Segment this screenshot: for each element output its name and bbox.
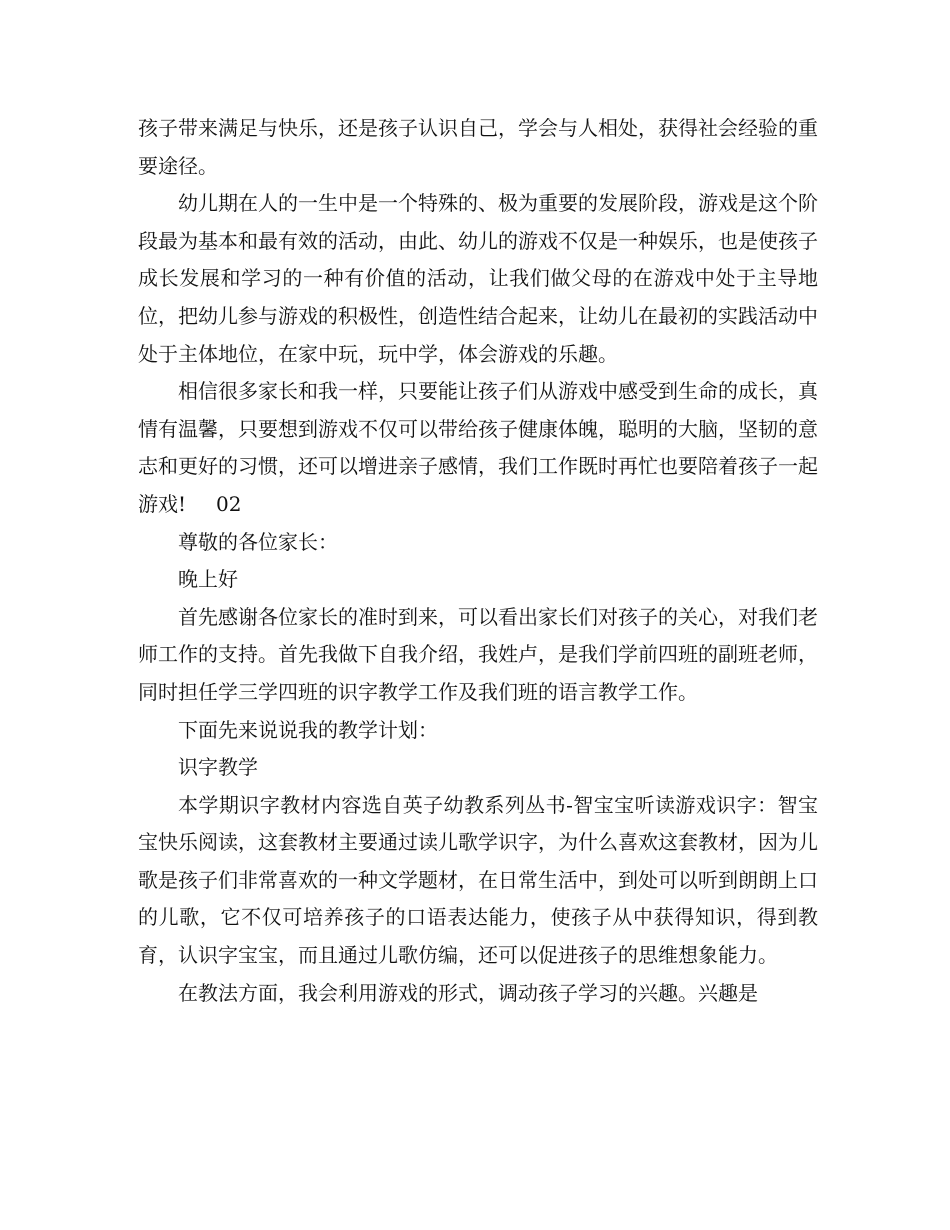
paragraph-continuation xyxy=(138,110,818,185)
paragraph-games-importance xyxy=(138,185,818,373)
paragraph-parents-belief xyxy=(138,373,818,523)
section-marker: 02 xyxy=(216,491,242,516)
paragraph-text: 晚上好 xyxy=(178,567,238,592)
salutation xyxy=(138,524,818,562)
document-body xyxy=(138,110,818,1012)
paragraph-plan-intro xyxy=(138,712,818,750)
greeting xyxy=(138,561,818,599)
paragraph-text: 幼儿期在人的一生中是一个特殊的、极为重要的发展阶段，游戏是这个阶段最为基本和最有效的活动，由此、幼儿的游戏不仅是一种娱乐，也是使孩子成长发展和学习的一种有价值的活动，让我们做父母的在游戏中处于主导地位，把幼儿参与游戏的积极性，创造性结合起来，让幼儿在最初的实践活动中处于主体地位，在家中玩，玩中学，体会游戏的乐趣。 xyxy=(138,191,818,366)
paragraph-text: 识字教学 xyxy=(178,755,258,780)
paragraph-textbook xyxy=(138,787,818,975)
paragraph-text: 孩子带来满足与快乐，还是孩子认识自己，学会与人相处，获得社会经验的重要途径。 xyxy=(138,116,818,178)
paragraph-text: 首先感谢各位家长的准时到来，可以看出家长们对孩子的关心，对我们老师工作的支持。首先我做下自我介绍，我姓卢，是我们学前四班的副班老师，同时担任学三学四班的识字教学工作及我们班的语言教学工作。 xyxy=(138,604,818,704)
paragraph-text: 相信很多家长和我一样，只要能让孩子们从游戏中感受到生命的成长，真情有温馨，只要想到游戏不仅可以带给孩子健康体魄，聪明的大脑，坚韧的意志和更好的习惯，还可以增进亲子感情，我们工作既时再忙也要陪着孩子一起游戏! xyxy=(138,379,818,516)
paragraph-text: 本学期识字教材内容选自英子幼教系列丛书-智宝宝听读游戏识字：智宝宝快乐阅读，这套教材主要通过读儿歌学识字，为什么喜欢这套教材，因为儿歌是孩子们非常喜欢的一种文学题材，在日常生活中，到处可以听到朗朗上口的儿歌，它不仅可培养孩子的口语表达能力，使孩子从中获得知识，得到教育，认识字宝宝，而且通过儿歌仿编，还可以促进孩子的思维想象能力。 xyxy=(138,792,818,968)
section-heading-literacy xyxy=(138,749,818,787)
paragraph-text: 在教法方面，我会利用游戏的形式，调动孩子学习的兴趣。兴趣是 xyxy=(178,980,758,1005)
paragraph-introduction xyxy=(138,599,818,712)
paragraph-text: 尊敬的各位家长： xyxy=(178,529,338,554)
paragraph-text: 下面先来说说我的教学计划： xyxy=(178,717,438,742)
paragraph-teaching-method xyxy=(138,975,818,1013)
